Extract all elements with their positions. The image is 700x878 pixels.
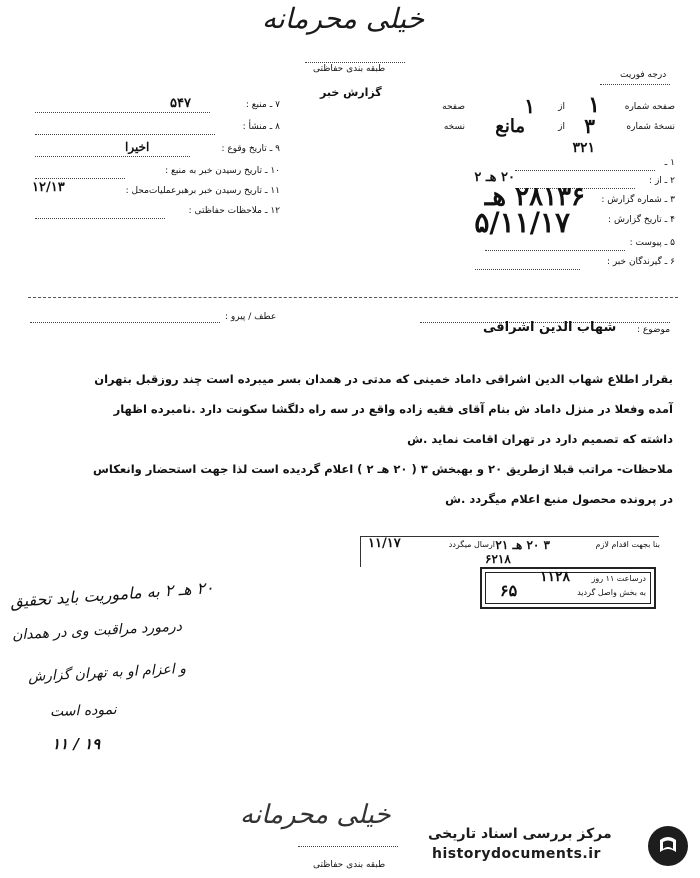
handnote-line-2: درمورد مراقبت وی در همدان: [11, 618, 183, 644]
handnote-line-1: ۲۰ هـ ۲ به ماموریت باید تحقیق: [9, 577, 215, 612]
field-event-date-label: ۹ ـ تاریخ وقوع :: [221, 144, 280, 154]
handnote-date: ۱۹ / ۱۱: [52, 735, 101, 753]
receipt-stamp-line1: درساعت ۱۱ روز: [591, 574, 646, 583]
copy-hand-value-2: مانع: [495, 116, 525, 137]
item-4-value: ۵/۱۱/۱۷: [474, 206, 570, 239]
receipt-stamp: [480, 567, 656, 609]
copy-from-label: از: [558, 122, 565, 132]
field-source-value: ۵۴۷: [170, 96, 191, 111]
page-number-label: صفحه شماره: [624, 102, 675, 112]
routing-stamp-line1: بنا بجهت اقدام لازم: [595, 540, 660, 549]
page-hand-value: ۱: [588, 92, 600, 118]
copy-suffix-label: نسخه: [443, 122, 465, 132]
page-from-label: از: [558, 102, 565, 112]
item-3-label: ۳ ـ شماره گزارش :: [601, 195, 675, 205]
receipt-stamp-numbers: ۱۱۲۸: [540, 569, 571, 585]
receipt-stamp-line2: به بخش واصل گردید: [577, 588, 646, 597]
item-3-value: ۲۸۱۳۶ هـ: [484, 182, 585, 212]
body-line-2: آمده وفعلا در منزل داماد ش بنام آقای فقیه زاده واقع در سه راه دلگشا سکونت دارد .نامبرده اظهار: [113, 402, 673, 416]
copy-hand-value: ۳: [584, 114, 595, 138]
routing-stamp-code: ۶۲۱۸: [485, 552, 511, 566]
archive-website[interactable]: historydocuments.ir: [432, 846, 601, 862]
handnote-line-3: و اعزام او به تهران گزارش: [27, 660, 187, 686]
page-suffix-label: صفحه: [442, 102, 465, 112]
subject-label: موضوع :: [637, 325, 671, 335]
item-4-label: ۴ ـ تاریخ گزارش :: [608, 215, 675, 225]
classification-bottom: خیلی محرمانه: [240, 800, 391, 830]
hand-code: ۳۲۱: [572, 140, 595, 156]
classification-bottom-label: طبقه بندی حفاظتی: [313, 860, 386, 870]
archive-logo-icon: [648, 826, 688, 866]
receipt-stamp-code: ۶۵: [500, 581, 518, 600]
field-event-date-value: اخیرا: [125, 140, 150, 154]
priority-line: [600, 84, 670, 85]
handnote-line-4: نموده است: [49, 701, 117, 721]
field-received-ops-value: ۱۲/۱۳: [32, 180, 65, 195]
body-line-5: در پرونده محصول منبع اعلام میگردد .ش: [445, 492, 673, 506]
item-1-label: ۱ ـ: [664, 158, 675, 168]
field-origin-label: ۸ ـ منشأ :: [242, 122, 280, 132]
handwritten-note: [9, 577, 310, 765]
field-source-label: ۷ ـ منبع :: [245, 100, 280, 110]
body-line-4: ملاحظات- مراتب قبلا ازطریق ۲۰ و بهبخش ۳ ( ۲۰ هـ ۲ ) اعلام گردیده است لذا جهت استحضار وانعکاس: [93, 462, 673, 476]
item-5-label: ۵ ـ پیوست :: [629, 238, 675, 248]
reference-label: عطف / پیرو :: [225, 312, 277, 322]
copy-number-label: نسخهٔ شماره: [626, 122, 675, 132]
item-2-label: ۲ ـ از :: [649, 176, 675, 186]
right-fields: [400, 92, 675, 272]
report-title: گزارش خبر: [320, 86, 382, 99]
archive-logo-shape-icon: [654, 832, 682, 860]
page-hand-value-2: ۱: [524, 94, 535, 118]
priority-label: درجه فوریت: [620, 70, 667, 80]
classification-top: خیلی محرمانه: [262, 2, 425, 35]
body-line-1: بقرار اطلاع شهاب الدین اشراقی داماد خمینی که مدتی در همدان بسر میبرده است چند روزقبل بتهران: [94, 372, 673, 386]
field-received-source-label: ۱۰ ـ تاریخ رسیدن خبر به منبع :: [165, 166, 280, 176]
field-received-ops-label: ۱۱ ـ تاریخ رسیدن خبر برهبرعملیات‌محل :: [125, 186, 280, 196]
separator-top: [28, 297, 678, 298]
subject-value: شهاب الدین اشراقی: [483, 320, 617, 335]
item-6-label: ۶ ـ گیرندگان خبر :: [606, 257, 675, 267]
classification-label: طبقه بندی حفاظتی: [313, 64, 386, 74]
routing-stamp-line2: ارسال میگردد: [448, 540, 495, 549]
archive-center-name: مرکز بررسی اسناد تاریخی: [428, 826, 612, 842]
item-2-value: ۲۰ هـ ۲: [474, 170, 515, 185]
routing-stamp-date: ۱۱/۱۷: [368, 536, 401, 551]
field-security-notes-label: ۱۲ ـ ملاحظات حفاظتی :: [188, 206, 280, 216]
routing-stamp-numbers: ۳ ۲۰ هـ ۲۱: [495, 538, 550, 552]
left-fields: [30, 96, 280, 220]
classification-line: [305, 62, 405, 63]
body-line-3: داشته که تصمیم دارد در تهران اقامت نماید .ش: [407, 432, 673, 446]
